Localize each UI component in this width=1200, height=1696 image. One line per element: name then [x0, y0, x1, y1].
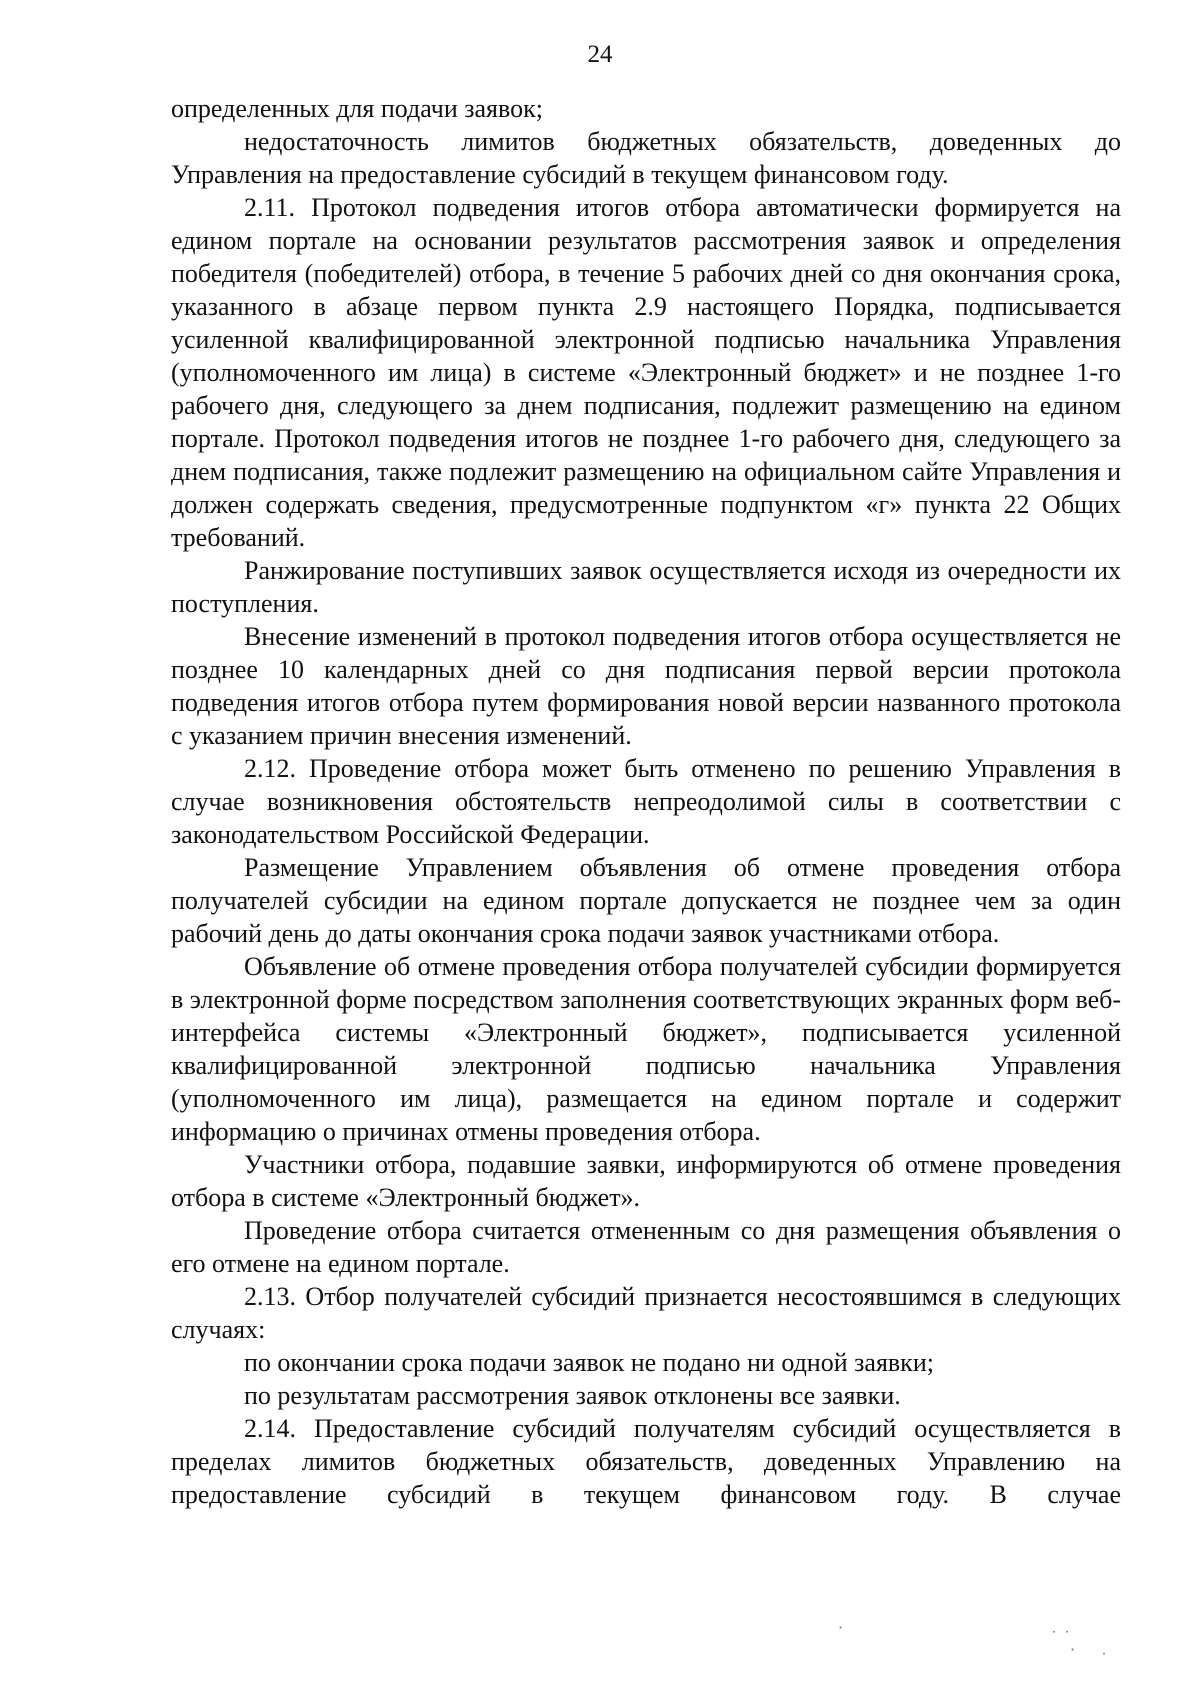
scan-speck: · — [1070, 1640, 1076, 1659]
paragraph-13: по результатам рассмотрения заявок отклонены все заявки. — [244, 1381, 901, 1410]
scan-speck: · — [838, 1618, 844, 1637]
paragraph-11: 2.13. Отбор получателей субсидий признается несостоявшимся в следующих случаях: — [171, 1282, 1121, 1344]
paragraph-7: Размещение Управлением объявления об отмене проведения отбора получателей субсидии на едином портале допускается не позднее чем за один рабочий день до даты окончания срока подачи заявок участниками отбора. — [171, 853, 1121, 948]
paragraph-5: Внесение изменений в протокол подведения итогов отбора осуществляется не позднее 10 календарных дней со дня подписания первой версии протокола подведения итогов отбора путем формирования новой версии названного протокола с указанием причин внесения изменений. — [171, 622, 1121, 750]
paragraph-4: Ранжирование поступивших заявок осуществляется исходя из очередности их поступления. — [171, 556, 1121, 618]
page-number: 24 — [587, 41, 613, 68]
paragraph-6: 2.12. Проведение отбора может быть отменено по решению Управления в случае возникновения обстоятельств непреодолимой силы в соответствии с законодательством Российской Федерации. — [171, 754, 1121, 849]
paragraph-9: Участники отбора, подавшие заявки, информируются об отмене проведения отбора в системе «Электронный бюджет». — [171, 1150, 1121, 1212]
scan-speck: ˙ ˙ — [1050, 1628, 1072, 1647]
paragraph-10: Проведение отбора считается отмененным со дня размещения объявления о его отмене на едином портале. — [171, 1216, 1121, 1278]
paragraph-1: определенных для подачи заявок; — [171, 94, 543, 123]
paragraph-2: недостаточность лимитов бюджетных обязательств, доведенных до Управления на предоставление субсидий в текущем финансовом году. — [171, 127, 1121, 189]
document-body — [171, 92, 1121, 1511]
paragraph-3: 2.11. Протокол подведения итогов отбора автоматически формируется на едином портале на основании результатов рассмотрения заявок и определения победителя (победителей) отбора, в течение 5 рабочих дней со дня окончания срока, указанного в абзаце первом пункта 2.9 настоящего Порядка, подписывается усиленной квалифицированной электронной подписью начальника Управления (уполномоченного им лица) в системе «Электронный бюджет» и не позднее 1-го рабочего дня, следующего за днем подписания, подлежит размещению на едином портале. Протокол подведения итогов не позднее 1-го рабочего дня, следующего за днем подписания, также подлежит размещению на официальном сайте Управления и должен содержать сведения, предусмотренные подпунктом «г» пункта 22 Общих требований. — [171, 193, 1121, 552]
paragraph-8: Объявление об отмене проведения отбора получателей субсидии формируется в электронной форме посредством заполнения соответствующих экранных форм веб-интерфейса системы «Электронный бюджет», подписывается усиленной квалифицированной электронной подписью начальника Управления (уполномоченного им лица), размещается на едином портале и содержит информацию о причинах отмены проведения отбора. — [171, 952, 1122, 1146]
scan-speck: ˙ — [1100, 1650, 1108, 1669]
paragraph-14: 2.14. Предоставление субсидий получателям субсидий осуществляется в пределах лимитов бюджетных обязательств, доведенных Управлению на предоставление субсидий в текущем финансовом году. В случае — [171, 1414, 1121, 1509]
paragraph-12: по окончании срока подачи заявок не подано ни одной заявки; — [244, 1348, 934, 1377]
